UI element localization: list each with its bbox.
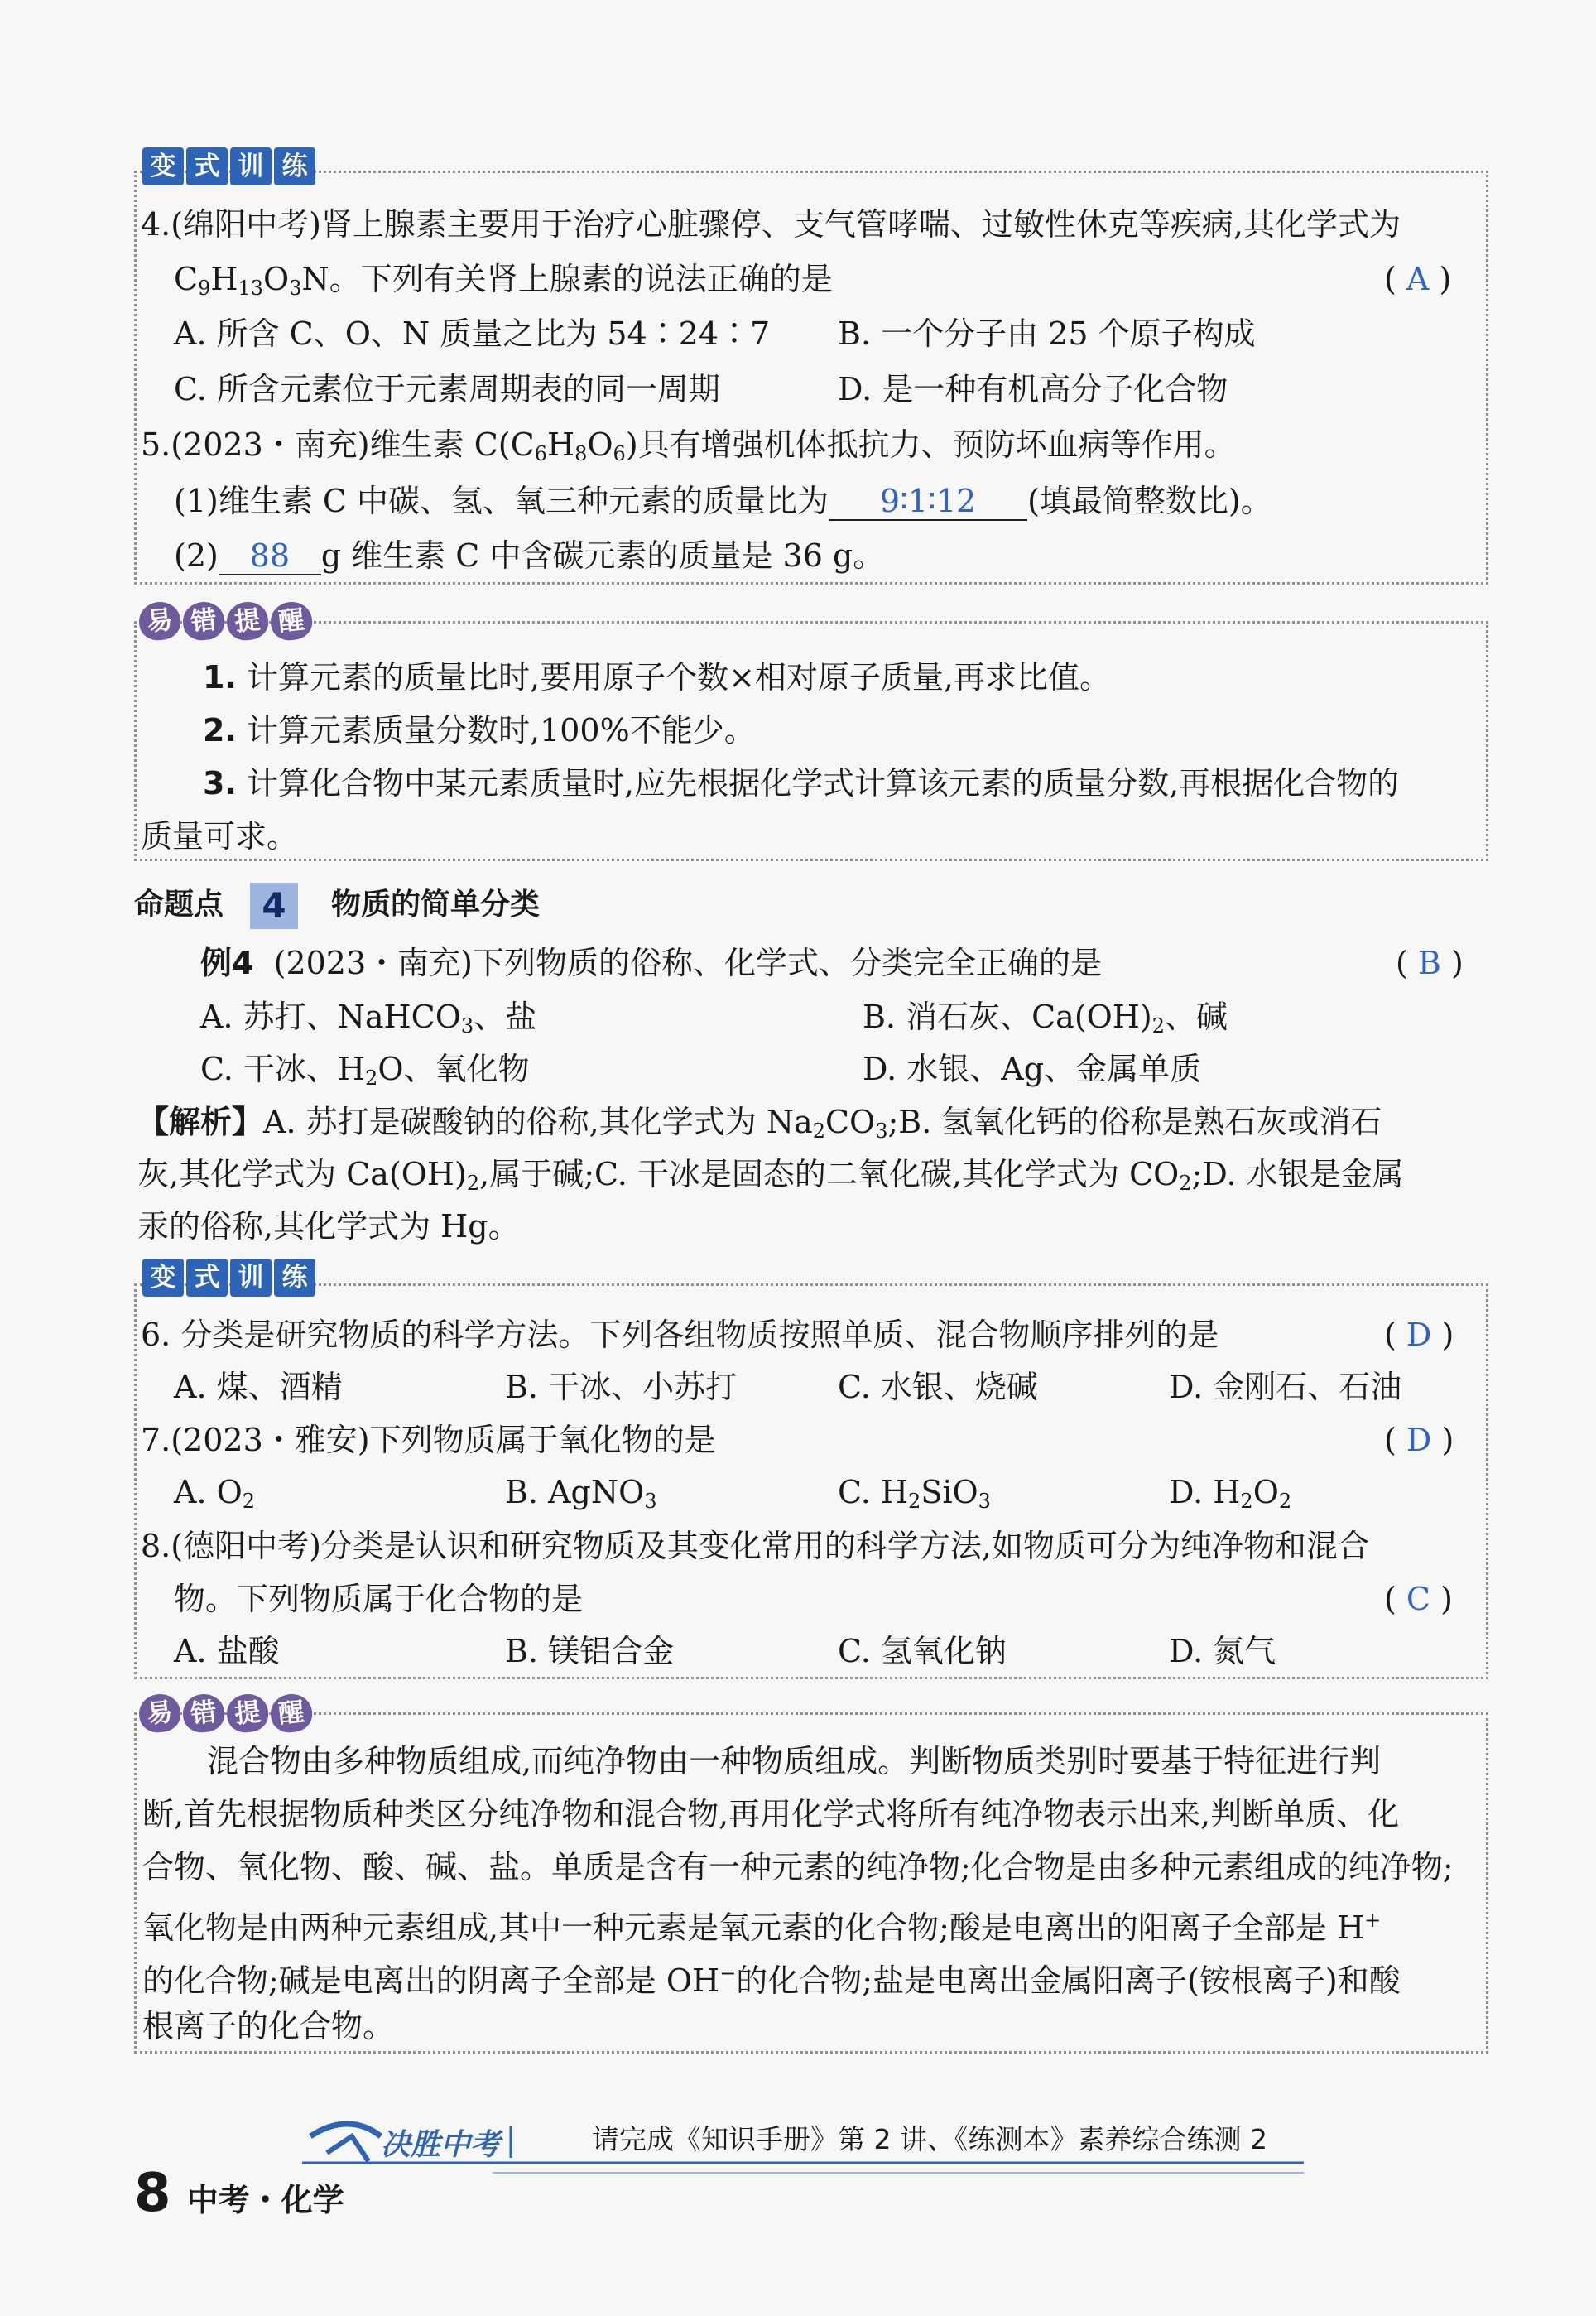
tip1-line3: 3. 计算化合物中某元素质量时,应先根据化学式计算该元素的质量分数,再根据化合物的 (203, 765, 1400, 802)
page-number-area (134, 2163, 344, 2224)
analysis-line3: 汞的俗称,其化学式为 Hg。 (137, 1208, 520, 1245)
q4-option-d: D. 是一种有机高分子化合物 (838, 371, 1228, 407)
tip2-line3: 合物、氧化物、酸、碱、盐。单质是含有一种元素的纯净物;化合物是由多种元素组成的纯净物; (142, 1849, 1454, 1885)
q5-part2-answer: 88 (219, 537, 321, 575)
q8-line1: 8.(德阳中考)分类是认识和研究物质及其变化常用的科学方法,如物质可分为纯净物和混合 (141, 1528, 1369, 1564)
q7-option-c: C. $H_2SiO_3$ (838, 1474, 991, 1513)
q7-option-a: A. $O_2$ (174, 1474, 256, 1513)
example-option-b: B. 消石灰、$Ca(OH)_2$、碱 (863, 999, 1228, 1038)
q8-line2: 物。下列物质属于化合物的是 (174, 1581, 584, 1617)
q6-answer: ( D ) (1384, 1317, 1454, 1353)
tip-tag-2: 易 错 提 醒 (139, 1694, 312, 1732)
tip2-line6: 根离子的化合物。 (142, 2008, 395, 2044)
tip2-line1: 混合物由多种物质组成,而纯净物由一种物质组成。判断物质类别时要基于特征进行判 (207, 1743, 1382, 1779)
q7-answer: ( D ) (1384, 1422, 1454, 1458)
q8-answer: ( C ) (1384, 1581, 1453, 1617)
practice-tag-2: 变 式 训 练 (142, 1259, 315, 1297)
q4-line2: $C_9H_{13}O_3N$。下列有关肾上腺素的说法正确的是 (174, 261, 833, 300)
q7-option-b: B. AgNO$_3$ (505, 1474, 657, 1513)
section-label: 命题点 (134, 888, 224, 922)
example-answer: ( B ) (1396, 945, 1464, 981)
example-option-a: A. 苏打、NaHCO$_3$、盐 (200, 999, 537, 1038)
q5-part1: (1)维生素 C 中碳、氢、氧三种元素的质量比为 9∶1∶12 (填最简整数比)。 (174, 483, 1272, 519)
tip1-line2: 2. 计算元素质量分数时,100%不能少。 (203, 712, 756, 749)
q8-option-d: D. 氮气 (1169, 1633, 1276, 1669)
tip-tag-1: 易 错 提 醒 (139, 602, 312, 640)
q6-text: 6. 分类是研究物质的科学方法。下列各组物质按照单质、混合物顺序排列的是 (141, 1317, 1219, 1353)
q4-line1: 4.(绵阳中考)肾上腺素主要用于治疗心脏骤停、支气管哮喘、过敏性休克等疾病,其化学式为 (141, 206, 1401, 243)
tip1-line4: 质量可求。 (141, 818, 299, 855)
footer-instruction: 请完成《知识手册》第 2 讲、《练测本》素养综合练测 2 (592, 2123, 1267, 2155)
example-option-d: D. 水银、Ag、金属单质 (863, 1051, 1202, 1087)
q5-part1-answer: 9∶1∶12 (829, 483, 1027, 521)
q5-line1: 5.(2023・南充)维生素 $C(C_6H_8O_6)$具有增强机体抵抗力、预防坏血病等作用。 (141, 426, 1236, 465)
analysis-line2: 灰,其化学式为 $Ca(OH)_2$,属于碱;C. 干冰是固态的二氧化碳,其化学式为 $CO_2;D$. 水银是金属 (137, 1156, 1404, 1195)
example-question: 例4 (2023・南充)下列物质的俗称、化学式、分类完全正确的是 (200, 945, 1102, 981)
q6-option-b: B. 干冰、小苏打 (505, 1369, 738, 1405)
example-option-c: C. 干冰、$H_2O$、氧化物 (200, 1051, 530, 1090)
tip2-line5: 的化合物;碱是电离出的阴离子全部是 OH−的化合物;盐是电离出金属阳离子(铵根离子)和酸 (142, 1962, 1401, 1999)
q4-answer: ( A ) (1384, 261, 1452, 297)
q5-part2: (2) 88 g 维生素 C 中含碳元素的质量是 36 g。 (174, 537, 885, 574)
q6-option-a: A. 煤、酒精 (174, 1369, 343, 1405)
runner-icon (310, 2124, 381, 2136)
analysis-line1: 【解析】A. 苏打是碳酸钠的俗称,其化学式为 $Na_2CO_3;B$. 氢氧化钙的俗称是熟石灰或消石 (137, 1104, 1382, 1143)
tip1-line1: 1. 计算元素的质量比时,要用原子个数×相对原子质量,再求比值。 (203, 659, 1111, 696)
q8-option-c: C. 氢氧化钠 (838, 1633, 1007, 1669)
tip2-line4: 氧化物是由两种元素组成,其中一种元素是氧元素的化合物;酸是电离出的阳离子全部是 H+ (142, 1909, 1382, 1946)
q8-option-b: B. 镁铝合金 (505, 1633, 675, 1669)
q7-option-d: D. $H_2O_2$ (1169, 1474, 1292, 1513)
section-title: 物质的简单分类 (331, 888, 541, 922)
footer-logo: 决胜中考 (381, 2128, 501, 2162)
q6-option-c: C. 水银、烧碱 (838, 1369, 1038, 1405)
q4-option-c: C. 所含元素位于元素周期表的同一周期 (174, 371, 720, 407)
q6-option-d: D. 金刚石、石油 (1169, 1369, 1402, 1405)
page-subject: 中考・化学 (186, 2182, 344, 2218)
page-number: 8 (134, 2163, 171, 2224)
q8-option-a: A. 盐酸 (174, 1633, 280, 1669)
section-number: 4 (250, 883, 298, 929)
practice-tag-1: 变 式 训 练 (142, 147, 315, 185)
q7-text: 7.(2023・雅安)下列物质属于氧化物的是 (141, 1422, 716, 1458)
q4-option-b: B. 一个分子由 25 个原子构成 (838, 315, 1256, 352)
q4-option-a: A. 所含 C、O、N 质量之比为 54∶24∶7 (174, 315, 771, 352)
tip2-line2: 断,首先根据物质种类区分纯净物和混合物,再用化学式将所有纯净物表示出来,判断单质、化 (142, 1796, 1400, 1832)
